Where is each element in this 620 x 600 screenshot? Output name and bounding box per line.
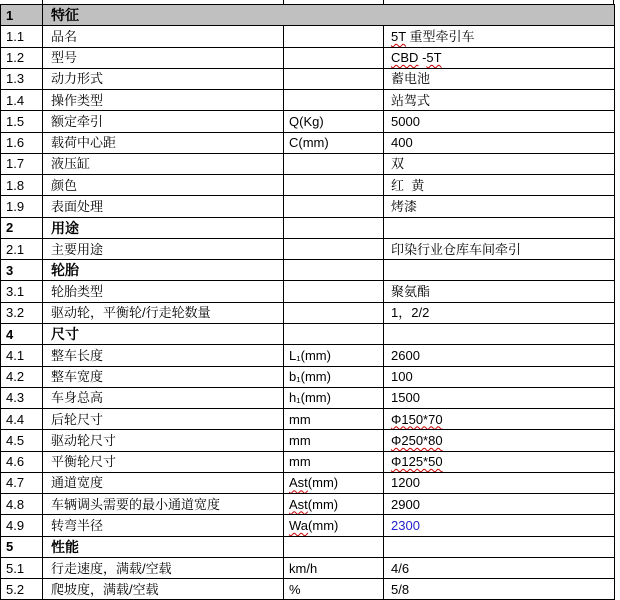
column-divider-tick [383,0,384,4]
spec-symbol-cell [284,494,384,515]
spec-symbol-cell [284,472,384,493]
spec-label-cell: 主要用途 [43,238,284,259]
spec-value-cell: 站驾式 [384,90,615,111]
spec-symbol-cell [284,281,384,302]
spec-row [1,111,615,132]
spec-row [1,366,615,387]
spec-row [1,579,615,600]
section-header-row [1,536,615,557]
row-number-cell: 4.5 [1,430,43,451]
row-number-cell: 1.4 [1,90,43,111]
spellcheck-squiggle-text: Φ125*50 [391,454,443,470]
spec-label-cell: 动力形式 [43,68,284,89]
row-number-cell: 3.2 [1,302,43,323]
spec-label-cell: 特征 [43,5,615,26]
section-header-row [1,323,615,344]
spec-label-cell: 品名 [43,26,284,47]
spec-symbol-cell: mm [284,409,384,430]
text-segment: (mm) [307,475,339,491]
spec-value-cell: 双 [384,153,615,174]
spec-label-cell: 通道宽度 [43,472,284,493]
spec-row [1,302,615,323]
spec-row [1,68,615,89]
spec-symbol-cell [284,26,384,47]
spec-symbol-cell [284,196,384,217]
spec-row [1,281,615,302]
spec-symbol-cell [284,536,384,557]
spellcheck-squiggle-text: Wa [289,518,309,533]
spec-symbol-cell [284,323,384,344]
spec-row [1,175,615,196]
row-number-cell: 4.4 [1,409,43,430]
spellcheck-squiggle-text: 5T [426,50,442,66]
spec-value-cell: 400 [384,132,615,153]
spec-label-cell: 车身总高 [43,387,284,408]
text-segment: 重型牵引车 [405,28,475,44]
row-number-cell: 1.1 [1,26,43,47]
row-number-cell: 1.8 [1,175,43,196]
spellcheck-squiggle-text: 5T [391,28,406,44]
spec-value-cell: 1，2/2 [384,302,615,323]
spellcheck-squiggle-text: CBD [391,50,419,66]
row-number-cell: 2.1 [1,238,43,259]
spec-symbol-cell: mm [284,430,384,451]
spec-label-cell: 爬坡度，满载/空载 [43,579,284,600]
spec-value-cell: 4/6 [384,557,615,578]
spec-label-cell: 车辆调头需要的最小通道宽度 [43,494,284,515]
column-divider-tick [613,0,614,4]
spec-symbol-cell [284,302,384,323]
spec-value-cell [384,323,615,344]
column-divider-tick [42,0,43,4]
spec-symbol-cell: b₁(mm) [284,366,384,387]
spec-symbol-cell: h₁(mm) [284,387,384,408]
spec-value-cell: 2600 [384,345,615,366]
row-number-cell: 4.1 [1,345,43,366]
spec-label-cell: 载荷中心距 [43,132,284,153]
spec-symbol-cell [284,217,384,238]
spec-value-cell: 1200 [384,472,615,493]
spec-label-cell: 性能 [43,536,284,557]
row-number-cell: 3 [1,260,43,281]
spec-row [1,196,615,217]
spec-label-cell: 表面处理 [43,196,284,217]
spec-row [1,90,615,111]
spec-row [1,387,615,408]
spec-value-cell: 烤漆 [384,196,615,217]
spec-symbol-cell: km/h [284,557,384,578]
spec-value-cell [384,536,615,557]
row-number-cell: 4 [1,323,43,344]
spec-label-cell: 用途 [43,217,284,238]
row-number-cell: 1.3 [1,68,43,89]
row-number-cell: 5 [1,536,43,557]
clipped-row-above [0,0,614,4]
row-number-cell: 4.6 [1,451,43,472]
spec-value-cell: 聚氨酯 [384,281,615,302]
spec-symbol-cell [284,68,384,89]
spec-symbol-cell [284,260,384,281]
spec-value-cell: 印染行业仓库车间牵引 [384,238,615,259]
spec-value-cell: 1500 [384,387,615,408]
spec-label-cell: 整车宽度 [43,366,284,387]
spellcheck-squiggle-text: Ast [289,496,308,512]
spec-label-cell: 型号 [43,47,284,68]
spec-label-cell: 平衡轮尺寸 [43,451,284,472]
spec-label-cell: 行走速度，满载/空载 [43,557,284,578]
spec-value-cell [384,451,615,472]
spec-value-cell [384,26,615,47]
spec-row [1,472,615,493]
spec-label-cell: 整车长度 [43,345,284,366]
spec-label-cell: 液压缸 [43,153,284,174]
spec-symbol-cell: % [284,579,384,600]
spec-row [1,132,615,153]
spec-value-cell [384,47,615,68]
spec-table-body [1,5,615,600]
row-number-cell: 4.7 [1,472,43,493]
text-segment: (mm) [307,496,339,512]
spec-symbol-cell: L₁(mm) [284,345,384,366]
spec-row [1,153,615,174]
column-divider-tick [283,0,284,4]
spec-row [1,409,615,430]
spec-row [1,238,615,259]
spec-value-cell: 蓄电池 [384,68,615,89]
spec-value-cell: 5/8 [384,579,615,600]
row-number-cell: 4.2 [1,366,43,387]
spec-label-cell: 尺寸 [43,323,284,344]
spellcheck-squiggle-text: Φ250*80 [391,432,443,448]
spec-symbol-cell [284,175,384,196]
spec-symbol-cell [284,90,384,111]
spec-symbol-cell [284,47,384,68]
spellcheck-squiggle-text: Ast [289,475,308,491]
spec-row [1,430,615,451]
spec-label-cell: 驱动轮，平衡轮/行走轮数量 [43,302,284,323]
row-number-cell: 4.3 [1,387,43,408]
spec-row [1,345,615,366]
row-number-cell: 1 [1,5,43,26]
row-number-cell: 1.6 [1,132,43,153]
spec-row [1,494,615,515]
spec-label-cell: 驱动轮尺寸 [43,430,284,451]
text-segment: - [418,50,427,66]
row-number-cell: 5.1 [1,557,43,578]
row-number-cell: 4.9 [1,515,43,536]
row-number-cell: 2 [1,217,43,238]
spec-table [0,4,615,600]
section-header-row [1,217,615,238]
spec-value-cell: 2300 [384,515,615,536]
spec-label-cell: 轮胎类型 [43,281,284,302]
spec-symbol-cell [284,238,384,259]
spec-symbol-cell [284,515,384,536]
spec-value-cell: 5000 [384,111,615,132]
spec-row [1,451,615,472]
spec-value-cell [384,217,615,238]
spec-symbol-cell: C(mm) [284,132,384,153]
row-number-cell: 1.5 [1,111,43,132]
spec-label-cell: 颜色 [43,175,284,196]
spec-label-cell: 轮胎 [43,260,284,281]
spec-value-cell [384,430,615,451]
row-number-cell: 1.9 [1,196,43,217]
spec-label-cell: 转弯半径 [43,515,284,536]
spec-symbol-cell: Q(Kg) [284,111,384,132]
spec-value-cell: 红 黄 [384,175,615,196]
spec-row [1,557,615,578]
spec-row [1,515,615,536]
section-header-row [1,5,615,26]
spec-value-cell [384,260,615,281]
section-header-row [1,260,615,281]
spec-symbol-cell: mm [284,451,384,472]
text-segment: (mm) [308,518,339,533]
row-number-cell: 5.2 [1,579,43,600]
spellcheck-squiggle-text: Φ150*70 [391,411,443,427]
row-number-cell: 1.7 [1,153,43,174]
row-number-cell: 4.8 [1,494,43,515]
spec-label-cell: 后轮尺寸 [43,409,284,430]
spec-value-cell: 2900 [384,494,615,515]
spec-symbol-cell [284,153,384,174]
row-number-cell: 1.2 [1,47,43,68]
spec-label-cell: 额定牵引 [43,111,284,132]
spec-label-cell: 操作类型 [43,90,284,111]
spec-row [1,47,615,68]
spec-value-cell [384,409,615,430]
row-number-cell: 3.1 [1,281,43,302]
spec-value-cell: 100 [384,366,615,387]
spec-row [1,26,615,47]
